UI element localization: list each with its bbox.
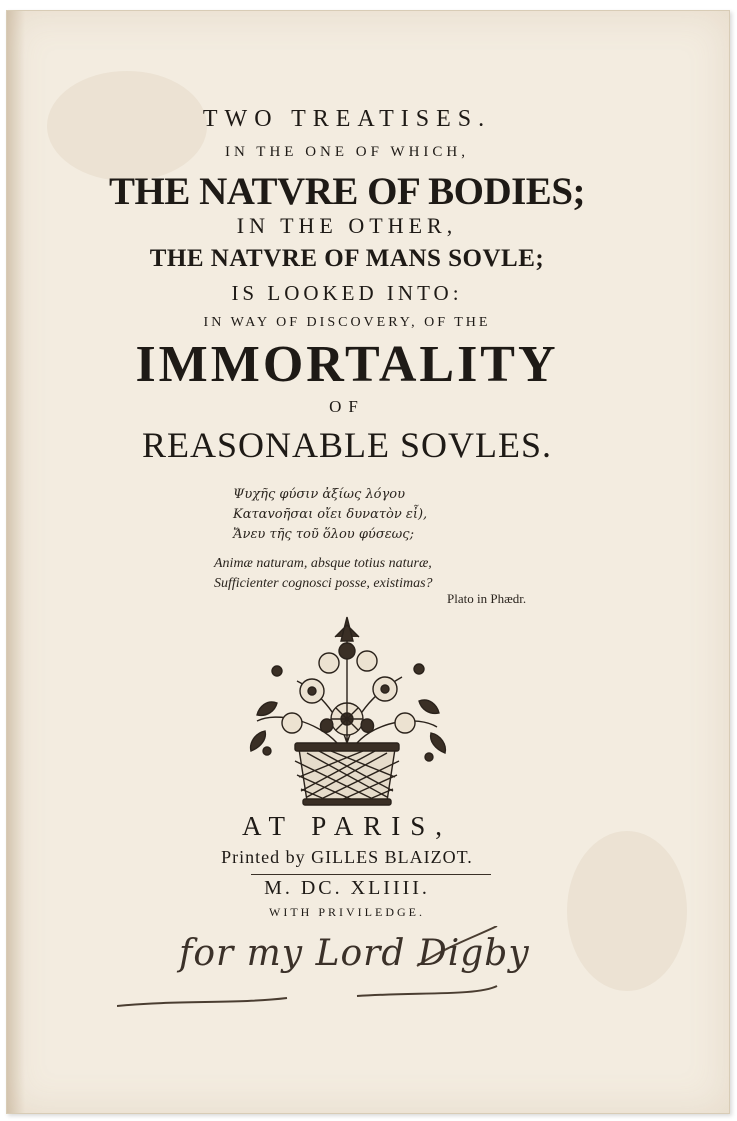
- greek-line: Ψυχῆς φύσιν ἀξίως λόγου: [233, 487, 406, 502]
- title-line-2: IN THE ONE OF WHICH,: [224, 144, 470, 160]
- imprint-year: M. DC. XLIIII.: [264, 877, 430, 899]
- title-line-6: IS LOOKED INTO:: [231, 281, 463, 305]
- greek-epigraph: [233, 485, 533, 545]
- greek-line: Ἄνευ τῆς τοῦ ὅλου φύσεως;: [233, 527, 414, 542]
- title-line-5: THE NATVRE OF MANS SOVLE;: [149, 245, 545, 272]
- latin-line: Sufficienter cognosci posse, existimas?: [214, 576, 433, 591]
- flower-basket-ornament: [237, 611, 457, 811]
- latin-line: Animæ naturam, absque totius naturæ,: [214, 556, 432, 571]
- title-line-1: TWO TREATISES.: [202, 106, 492, 132]
- latin-epigraph: [214, 554, 534, 594]
- title-line-8: IMMORTALITY: [135, 336, 559, 393]
- title-line-7: IN WAY OF DISCOVERY, OF THE: [203, 315, 491, 330]
- handwritten-inscription: for my Lord Digby: [179, 933, 530, 974]
- title-line-10: REASONABLE SOVLES.: [141, 425, 553, 465]
- title-line-9: OF: [329, 397, 365, 416]
- epigraph-citation: Plato in Phædr.: [447, 591, 527, 606]
- greek-line: Καταvοῆσαι οἴει δυνατὸν εἶ),: [233, 507, 428, 522]
- title-page: [6, 10, 730, 1114]
- imprint-printer: Printed by GILLES BLAIZOT.: [221, 847, 473, 867]
- imprint-privilege: WITH PRIVILEDGE.: [269, 905, 425, 919]
- title-line-3: THE NATVRE OF BODIES;: [109, 170, 585, 213]
- imprint-place: AT PARIS,: [241, 811, 453, 841]
- title-line-4: IN THE OTHER,: [236, 213, 458, 238]
- imprint-rule: [251, 874, 491, 875]
